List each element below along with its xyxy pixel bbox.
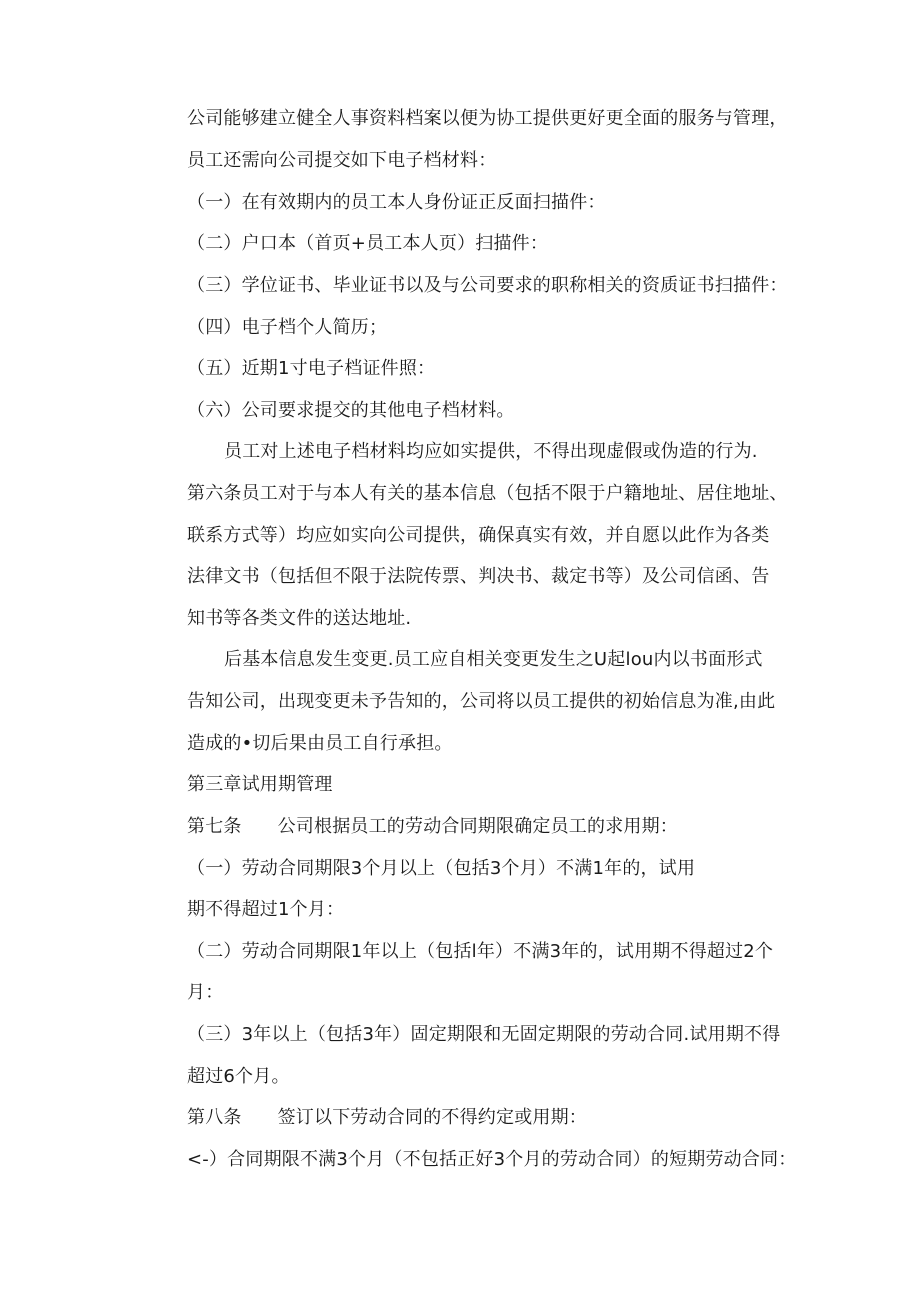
- list-item: （一）在有效期内的员工本人身份证正反面扫描件：: [187, 192, 606, 213]
- list-item-continuation: 月：: [187, 982, 224, 1003]
- list-item: （三）3年以上（包括3年）固定期限和无固定期限的劳动合同.试用期不得: [187, 1024, 781, 1045]
- list-item: （三）学位证书、毕业证书以及与公司要求的职称相关的资质证书扫描件：: [187, 275, 788, 296]
- paragraph-line: 造成的•切后果由员工自行承担。: [187, 733, 453, 754]
- paragraph-line: 知书等各类文件的送达地址.: [187, 608, 412, 629]
- list-item: （二）劳动合同期限1年以上（包括l年）不满3年的，试用期不得超过2个: [187, 941, 774, 962]
- paragraph-line: 员工对上述电子档材料均应如实提供，不得出现虚假或伪造的行为.: [224, 441, 758, 462]
- text-line: 员工还需向公司提交如下电子档材料：: [187, 150, 497, 171]
- article-6-line: 第六条员工对于与本人有关的基本信息（包括不限于户籍地址、居住地址、: [187, 483, 788, 504]
- paragraph-line: 法律文书（包括但不限于法院传票、判决书、裁定书等）及公司信函、告: [187, 566, 770, 587]
- paragraph-line: 后基本信息发生变更.员工应自相关变更发生之U起lou内以书面形式: [224, 649, 763, 670]
- list-item: （一）劳动合同期限3个月以上（包括3个月）不满1年的，试用: [187, 858, 696, 879]
- list-item: （二）户口本（首页+员工本人页）扫描件：: [187, 233, 549, 254]
- paragraph-line: 告知公司，出现变更未予告知的，公司将以员工提供的初始信息为准,由此: [187, 691, 776, 712]
- list-item-continuation: 期不得超过1个月：: [187, 899, 345, 920]
- list-item: （五）近期1寸电子档证件照：: [187, 358, 436, 379]
- article-7-line: [187, 815, 678, 839]
- text-line: 公司能够建立健全人事资料档案以便为协工提供更好更全面的服务与管理，: [187, 108, 788, 129]
- article-8-line: [187, 1106, 587, 1130]
- list-item: （四）电子档个人简历；: [187, 317, 388, 338]
- article-8-label: 第八条: [187, 1107, 242, 1128]
- list-item-continuation: 超过6个月。: [187, 1066, 290, 1087]
- paragraph-line: 联系方式等）均应如实向公司提供，确保真实有效，并自愿以此作为各类: [187, 525, 770, 546]
- article-7-label: 第七条: [187, 816, 242, 837]
- list-item: <-）合同期限不满3个月（不包括正好3个月的劳动合同）的短期劳动合同：: [187, 1149, 797, 1170]
- article-7-text: 公司根据员工的劳动合同期限确定员工的求用期：: [277, 816, 679, 837]
- article-8-text: 签订以下劳动合同的不得约定或用期：: [277, 1107, 588, 1128]
- chapter-heading: 第三章试用期管理: [187, 774, 333, 795]
- list-item: （六）公司要求提交的其他电子档材料。: [187, 400, 515, 421]
